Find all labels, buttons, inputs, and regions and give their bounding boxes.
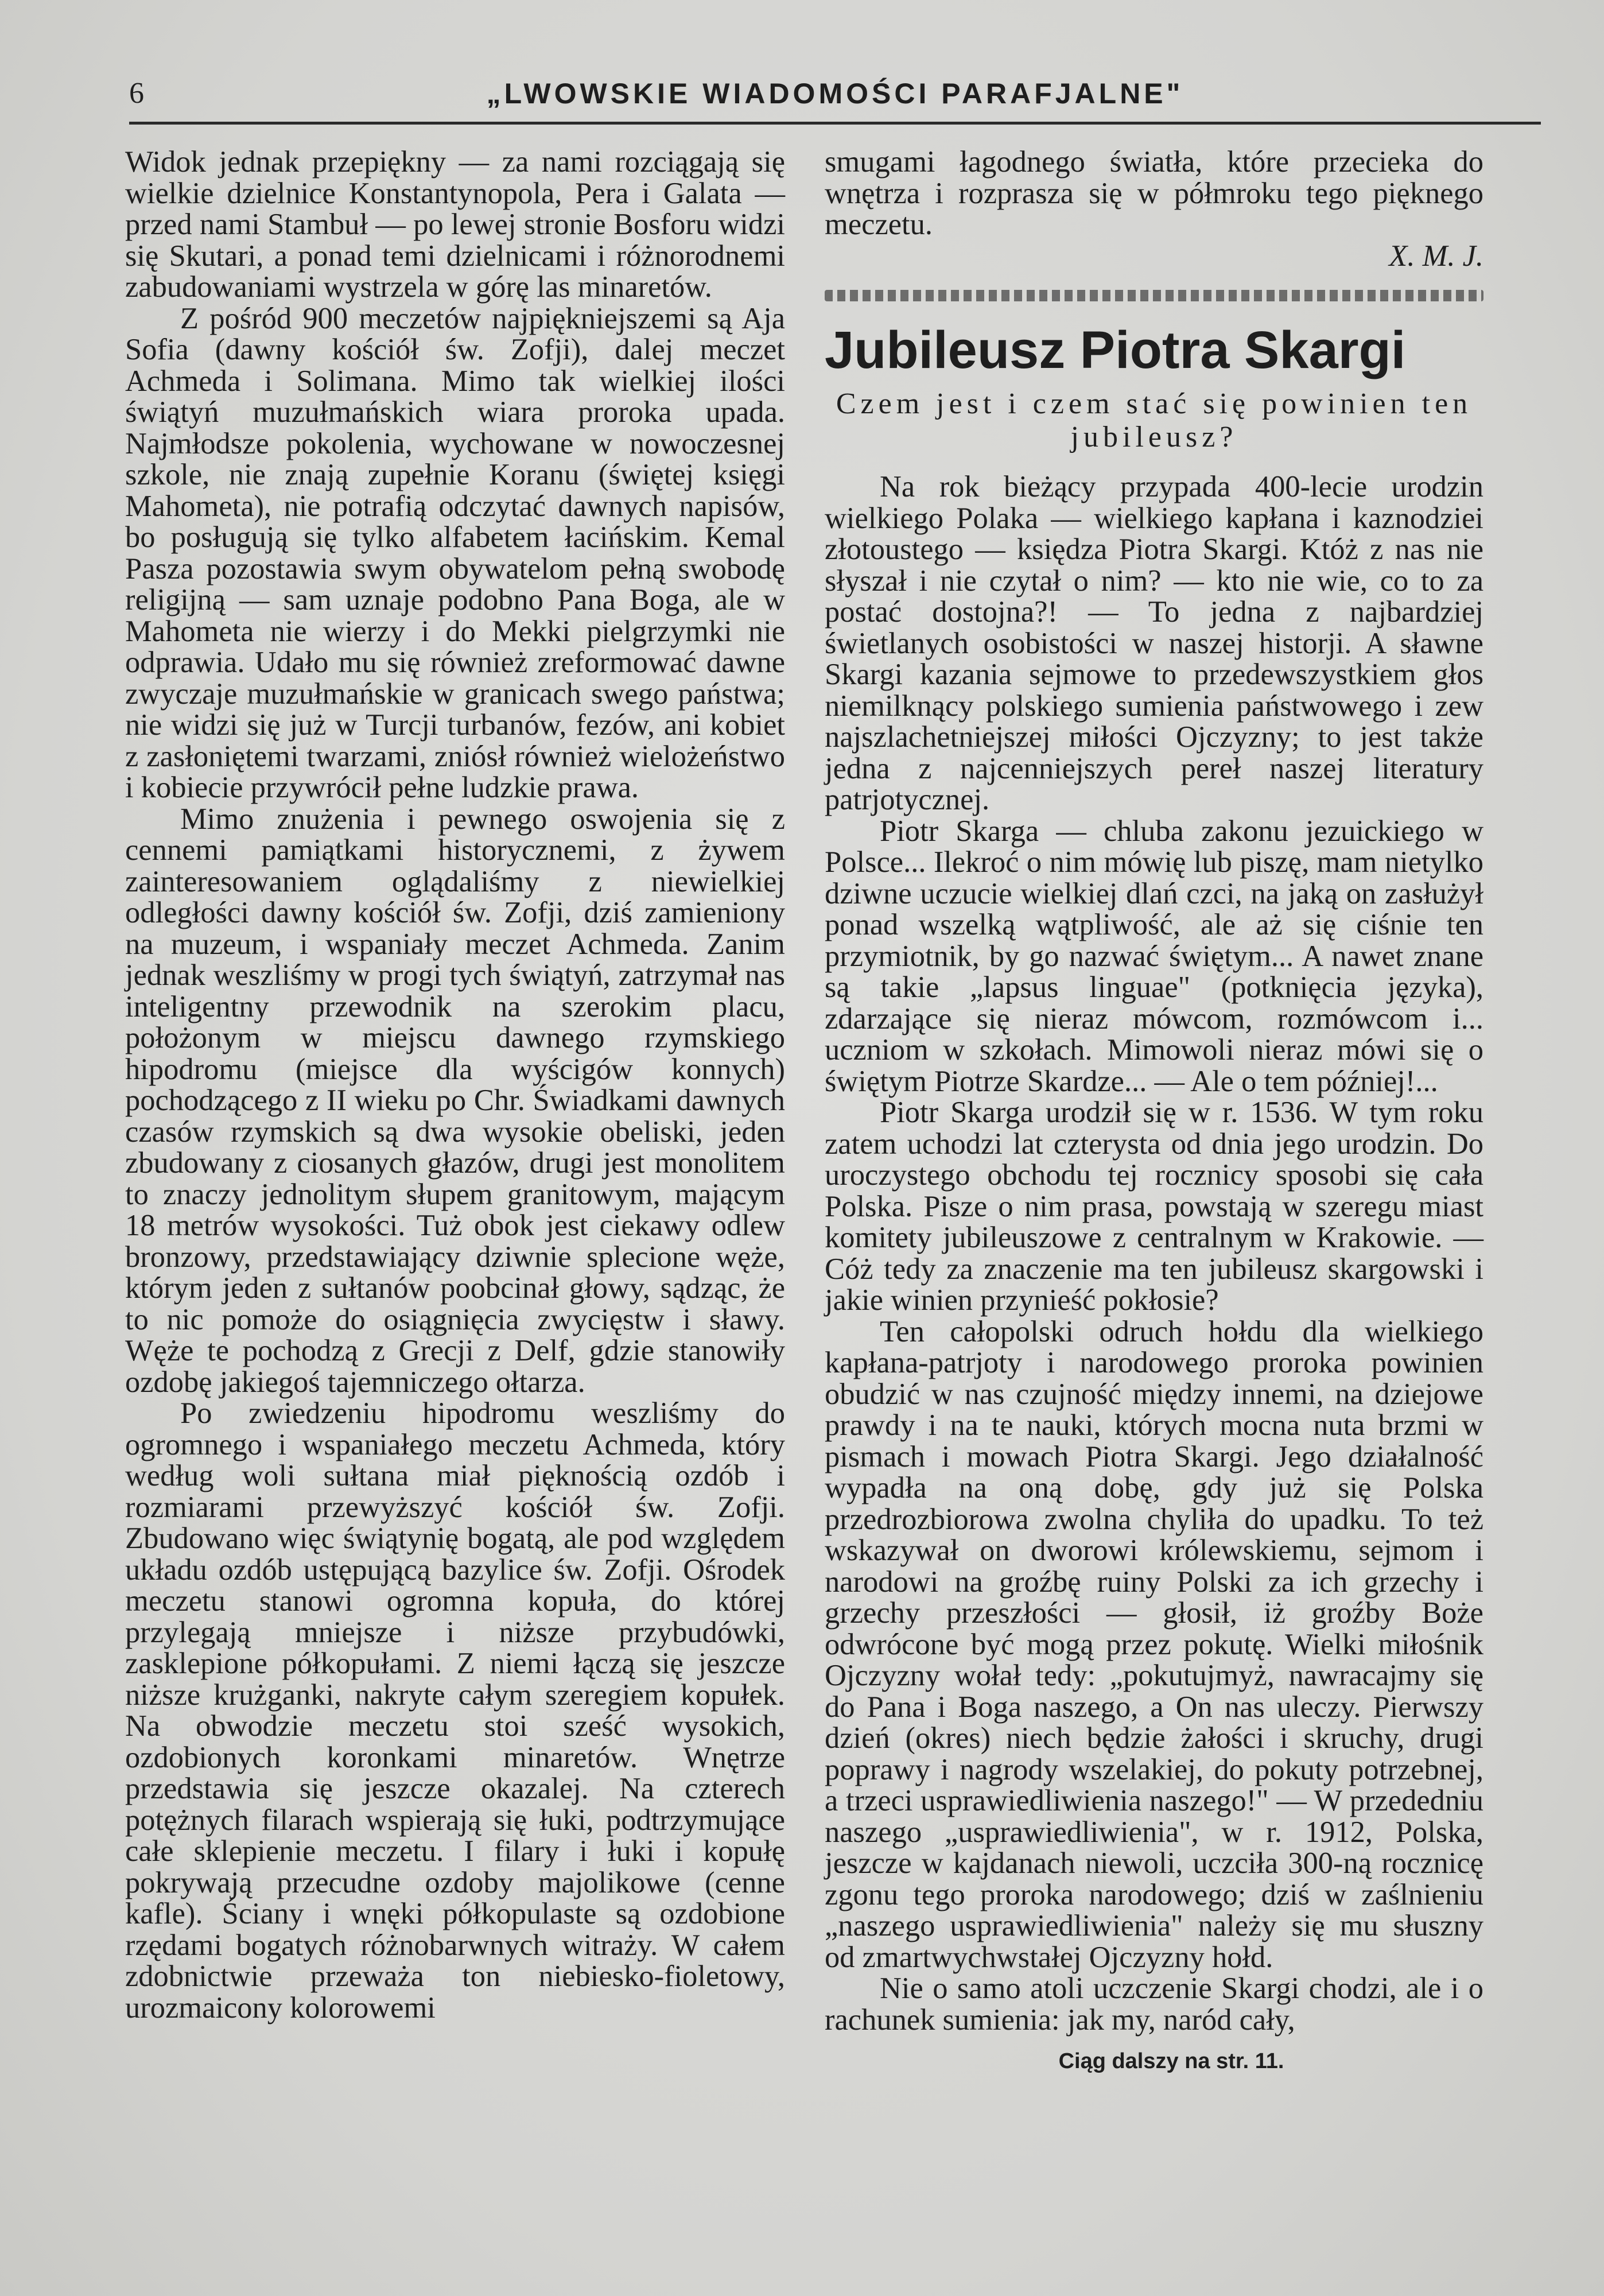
page-header: [129, 68, 1541, 119]
running-title: „LWOWSKIE WIADOMOŚCI PARAFJALNE": [486, 77, 1184, 110]
paragraph: Ten całopolski odruch hołdu dla wielkiego kapłana-patrjoty i narodowego proroka powinien obudzić w nas czujność między innemi, na dziejowe prawdy i na te nauki, których mocna nuta brzmi w pismach i mowach Piotra Skargi. Jego działalność wypadła na oną dobę, gdy już się Polska przedrozbiorowa zwolna chyliła do upadku. To też wskazywał on dworowi królewskiemu, sejmom i narodowi na groźbę ruiny Polski za ich grzechy i grzechy przeszłości — głosił, iż groźby Boże odwrócone być mogą przez pokutę. Wielki miłośnik Ojczyzny wołał tedy: „pokutujmyż, nawracajmy się do Pana i Boga naszego, a On nas uleczy. Pierwszy dzień (okres) niech będzie żałości i skruchy, drugi poprawy i nagrody wszelakiej, do pokuty potrzebnej, a trzeci usprawiedliwienia naszego!" — W przededniu naszego „usprawiedliwienia", w r. 1912, Polska, jeszcze w kajdanach niewoli, uczciła 300-ną rocznicę zgonu tego proroka narodowego; dziś w zaślnieniu „naszego usprawiedliwienia" należy się mu słuszny od zmartwychwstałej Ojczyzny hołd.: [825, 1314, 1483, 1974]
ornamental-divider: [825, 290, 1483, 301]
page-number: 6: [129, 77, 144, 110]
header-rule: [129, 122, 1541, 125]
paragraph: Z pośród 900 meczetów najpiękniejszemi są Aja Sofia (dawny kościół św. Zofji), dalej meczet Achmeda i Solimana. Mimo tak wielkiej ilości świątyń muzułmańskich wiara proroka upada. Najmłodsze pokolenia, wychowane w nowoczesnej szkole, nie znają zupełnie Koranu (świętej księgi Mahometa), nie potrafią odczytać dawnych napisów, bo posługują się tylko alfabetem łacińskim. Kemal Pasza pozostawia swym obywatelom pełną swobodę religijną — sam uznaje podobno Pana Boga, ale w Mahometa nie wierzy i do Mekki pielgrzymki nie odprawia. Udało mu się również zreformować dawne zwyczaje muzułmańskie w granicach swego państwa; nie widzi się już w Turcji turbanów, fezów, ani kobiet z zasłoniętemi twarzami, zniósł również wielożeństwo i kobiecie przywrócił pełne ludzkie prawa.: [125, 301, 785, 804]
paragraph: Mimo znużenia i pewnego oswojenia się z cennemi pamiątkami historycznemi, z żywem zainteresowaniem oglądaliśmy z niewielkiej odległości dawny kościół św. Zofji, dziś zamieniony na muzeum, i wspaniały meczet Achmeda. Zanim jednak weszliśmy w progi tych świątyń, zatrzymał nas inteligentny przewodnik na szerokim placu, położonym w miejscu dawnego rzymskiego hipodromu (miejsce dla wyścigów konnych) pochodzącego z II wieku po Chr. Świadkami dawnych czasów rzymskich są dwa wysokie obeliski, jeden zbudowany z ciosanych głazów, drugi jest monolitem to znaczy jednolitym słupem granitowym, mającym 18 metrów wysokości. Tuż obok jest ciekawy odlew bronzowy, przedstawiający dziwnie splecione węże, którym jeden z sułtanów poobcinał głowy, sądząc, że to nic pomoże do osiągnięcia zwycięstw i sławy. Węże te pochodzą z Grecji z Delf, gdzie stanowiły ozdobę jakiegoś tajemniczego ołtarza.: [125, 802, 785, 1399]
paragraph: Na rok bieżący przypada 400-lecie urodzin wielkiego Polaka — wielkiego kapłana i kaznodziei złotoustego — księdza Piotra Skargi. Któż z nas nie słyszał i nie czytał o nim? — kto nie wie, co to za postać dostojna?! — To jedna z najbardziej świetlanych osobistości w naszej historji. A sławne Skargi kazania sejmowe to przedewszystkiem głos niemilknący polskiego sumienia państwowego i zew najszlachetniejszej miłości Ojczyzny; to jest także jedna z najcenniejszych pereł naszej literatury patrjotycznej.: [825, 470, 1483, 816]
paragraph: Nie o samo atoli uczczenie Skargi chodzi, ale i o rachunek sumienia: jak my, naród cały,: [825, 1972, 1483, 2037]
article-title: Jubileusz Piotra Skargi: [825, 321, 1406, 379]
article-subtitle: Czem jest i czem stać się powinien ten jubileusz?: [836, 387, 1473, 453]
paragraph: Po zwiedzeniu hipodromu weszliśmy do ogromnego i wspaniałego meczetu Achmeda, który według woli sułtana miał pięknością ozdób i rozmiarami przewyższyć kościół św. Zofji. Zbudowano więc świątynię bogatą, ale pod względem układu ozdób ustępującą bazylice św. Zofji. Ośrodek meczetu stanowi ogromna kopuła, do której przylegają mniejsze i niższe przybudówki, zasklepione półkopułami. Z niemi łączą się jeszcze niższe krużganki, nakryte całym szeregiem kopułek. Na obwodzie meczetu stoi sześć wysokich, ozdobionych koronkami minaretów. Wnętrze przedstawia się jeszcze okazalej. Na czterech potężnych filarach wspierają się łuki, podtrzymujące całe sklepienie meczetu. I filary i łuki i kopułę pokrywają przecudne ozdoby majolikowe (cenne kafle). Ściany i wnęki półkopulaste są ozdobione rzędami bogatych różnobarwnych witraży. W całem zdobnictwie przeważa ton niebiesko-fioletowy, urozmaicony kolorowemi: [125, 1397, 785, 2024]
author-signature: X. M. J.: [1389, 239, 1483, 273]
continuation-paragraph: smugami łagodnego światła, które przecieka do wnętrza i rozprasza się w półmroku tego pięknego meczetu.: [825, 145, 1483, 241]
left-column: [125, 146, 785, 2023]
paragraph: Piotr Skarga — chluba zakonu jezuickiego w Polsce... Ilekroć o nim mówię lub piszę, mam nietylko dziwne uczucie wielkiej dlań czci, na jaką on zasłużył ponad wszelką wątpliwość, ale aż się ciśnie ten przymiotnik, by go nazwać świętym... A nawet znane są takie „lapsus linguae" (potknięcia języka), zdarzające się nieraz mówcom, rozmówcom i... uczniom w szkołach. Mimowoli nieraz mówi się o świętym Piotrze Skardze... — Ale o tem później!...: [825, 814, 1483, 1098]
continued-note: Ciąg dalszy na str. 11.: [1058, 2049, 1284, 2073]
paragraph: Piotr Skarga urodził się w r. 1536. W tym roku zatem uchodzi lat czterysta od dnia jego urodzin. Do uroczystego obchodu tej rocznicy sposobi się cała Polska. Pisze o nim prasa, powstają w szeregu miast komitety jubileuszowe z centralnym w Krakowie. — Cóż tedy za znaczenie ma ten jubileusz skargowski i jakie winien przynieść pokłosie?: [825, 1096, 1483, 1317]
paragraph: Widok jednak przepiękny — za nami rozciągają się wielkie dzielnice Konstantynopola, Pera i Galata — przed nami Stambuł — po lewej stronie Bosforu widzi się Skutari, a ponad temi dzielnicami i różnorodnemi zabudowaniami wystrzela w górę las minaretów.: [125, 145, 785, 304]
right-column: [825, 146, 1483, 2077]
